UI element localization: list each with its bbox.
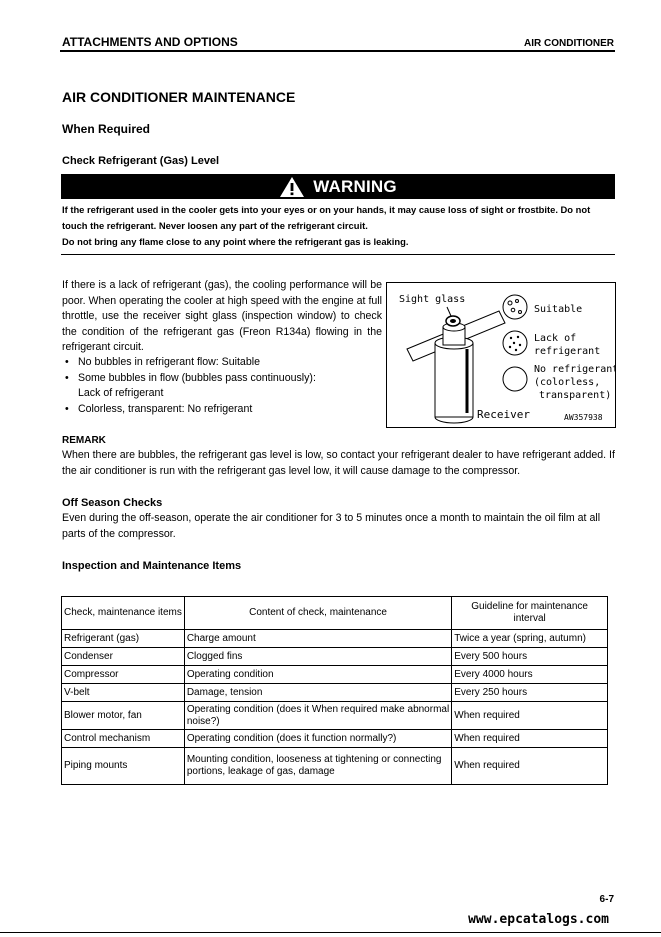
label-receiver: Receiver — [477, 408, 530, 421]
figure-code: AW357938 — [564, 413, 603, 422]
table-cell: Blower motor, fan — [62, 702, 185, 730]
table-cell: Operating condition (does it When required make abnormal noise?) — [184, 702, 451, 730]
sight-glass-figure — [386, 282, 616, 428]
column-header: Guideline for maintenance interval — [452, 597, 608, 630]
table-cell: Twice a year (spring, autumn) — [452, 630, 608, 648]
remark-text: When there are bubbles, the refrigerant gas level is low, so contact your refrigerant dealer to have refrigerant added. If the air conditioner is run with the refrigerant gas level low, it will cause damage to the compressor. — [62, 449, 615, 477]
intro-paragraph: If there is a lack of refrigerant (gas), the cooling performance will be poor. When operating the cooler at high speed with the engine at full throttle, use the receiver sight glass (inspection window) to check the condition of the refrigerant gas (Freon R134a) flowing in the refrigerant circuit. — [62, 279, 382, 353]
column-header: Content of check, maintenance — [184, 597, 451, 630]
off-season-text: Even during the off-season, operate the air conditioner for 3 to 5 minutes once a month to maintain the oil film at all parts of the compressor. — [62, 512, 601, 540]
label-transparent: transparent) — [539, 390, 612, 401]
warning-triangle-icon — [279, 176, 305, 198]
table-cell: When required — [452, 702, 608, 730]
header-divider — [60, 50, 615, 52]
page-title: AIR CONDITIONER MAINTENANCE — [62, 89, 296, 105]
warning-divider — [61, 254, 615, 255]
table-cell: Piping mounts — [62, 748, 185, 785]
off-season-heading: Off Season Checks — [62, 497, 163, 509]
bullet-item: • No bubbles in refrigerant flow: Suitable — [62, 355, 382, 371]
table-cell: Mounting condition, looseness at tightening or connecting portions, leakage of gas, damage — [184, 748, 451, 785]
table-cell: Condenser — [62, 648, 185, 666]
warning-text — [62, 202, 617, 250]
table-cell: When required — [452, 748, 608, 785]
table-row — [62, 630, 608, 648]
page-number: 6-7 — [599, 894, 614, 905]
warning-line-2: Do not bring any flame close to any point where the refrigerant gas is leaking. — [62, 236, 409, 247]
section-subtitle: When Required — [62, 122, 151, 136]
warning-banner — [61, 174, 615, 199]
label-suitable: Suitable — [534, 304, 583, 315]
table-cell: Damage, tension — [184, 684, 451, 702]
label-no-refrigerant: No refrigerant — [534, 364, 615, 375]
table-row — [62, 648, 608, 666]
remark-heading: REMARK — [62, 435, 106, 446]
table-row — [62, 684, 608, 702]
table-header-row — [62, 597, 608, 630]
bullet-item: • Some bubbles in flow (bubbles pass continuously): — [62, 371, 382, 387]
label-refrigerant: refrigerant — [534, 346, 601, 357]
header-section-title: ATTACHMENTS AND OPTIONS — [62, 35, 238, 49]
table-cell: Operating condition (does it function normally?) — [184, 730, 451, 748]
site-watermark: www.epcatalogs.com — [468, 912, 609, 927]
table-cell: Charge amount — [184, 630, 451, 648]
table-row — [62, 666, 608, 684]
bullet-subitem: Lack of refrigerant — [78, 387, 164, 399]
table-cell: Every 4000 hours — [452, 666, 608, 684]
warning-title: WARNING — [313, 176, 397, 196]
table-row — [62, 748, 608, 785]
bullet-item: • Colorless, transparent: No refrigerant — [62, 402, 382, 418]
table-row — [62, 730, 608, 748]
table-cell: Compressor — [62, 666, 185, 684]
table-row — [62, 702, 608, 730]
bullet-list — [62, 355, 382, 417]
header-chapter-title: AIR CONDITIONER — [524, 38, 614, 49]
table-cell: Operating condition — [184, 666, 451, 684]
table-cell: Control mechanism — [62, 730, 185, 748]
label-sight-glass: Sight glass — [399, 294, 466, 305]
maintenance-table — [61, 596, 608, 785]
check-heading: Check Refrigerant (Gas) Level — [62, 155, 220, 167]
label-lack-of: Lack of — [534, 333, 577, 344]
table-cell: Every 250 hours — [452, 684, 608, 702]
table-cell: Clogged fins — [184, 648, 451, 666]
table-cell: V-belt — [62, 684, 185, 702]
table-cell: When required — [452, 730, 608, 748]
receiver-illustration — [387, 283, 615, 427]
inspection-heading: Inspection and Maintenance Items — [62, 560, 242, 572]
label-colorless: (colorless, — [534, 377, 601, 388]
table-cell: Every 500 hours — [452, 648, 608, 666]
footer-divider — [0, 932, 661, 933]
table-cell: Refrigerant (gas) — [62, 630, 185, 648]
column-header: Check, maintenance items — [62, 597, 185, 630]
warning-line-1: If the refrigerant used in the cooler gets into your eyes or on your hands, it may cause loss of sight or frostbite. Do not touch the refrigerant. Never loosen any part of the refrigerant circuit. — [62, 204, 591, 231]
